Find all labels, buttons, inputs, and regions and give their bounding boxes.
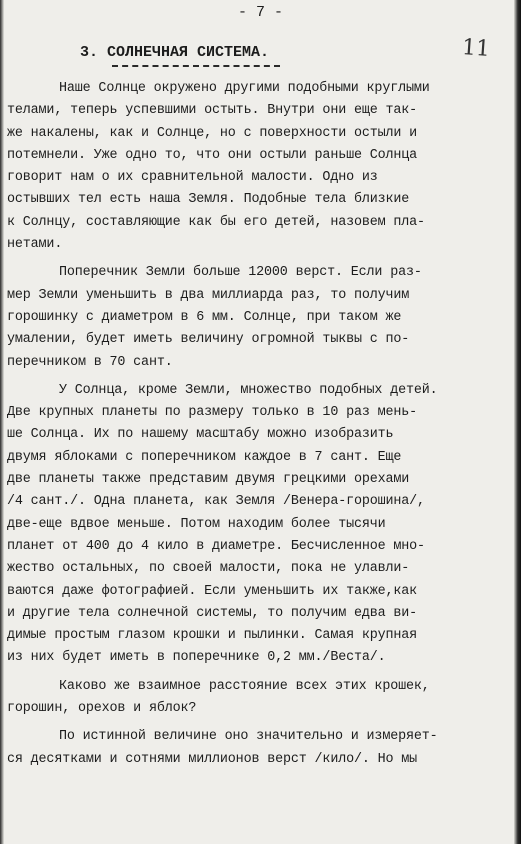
text-line: У Солнца, кроме Земли, множество подобных детей. <box>59 382 438 398</box>
text-line: говорит нам о их сравнительной малости. Одно из <box>7 170 378 186</box>
text-line: мер Земли уменьшить в два миллиарда раз, то получим <box>7 287 410 303</box>
text-line: перечником в 70 сант. <box>7 354 173 370</box>
page-right-edge <box>514 0 521 844</box>
paragraph-5 <box>7 726 513 771</box>
page-number: - 7 - <box>237 4 283 21</box>
text-line: планет от 400 до 4 кило в диаметре. Бесчисленное мно- <box>7 538 425 554</box>
text-line: из них будет иметь в поперечнике 0,2 мм./Веста/. <box>7 650 386 666</box>
text-line: ваются даже фотографией. Если уменьшить их также,как <box>7 583 418 599</box>
text-line: Две крупных планеты по размеру только в 10 раз мень- <box>7 405 418 421</box>
text-line: нетами. <box>7 237 63 253</box>
text-line: потемнели. Уже одно то, что они остыли раньше Солнца <box>7 147 418 163</box>
text-line: Поперечник Земли больше 12000 верст. Если раз- <box>59 265 422 281</box>
handwritten-margin-mark: 11 <box>461 35 491 62</box>
text-line: горошинку с диаметром в 6 мм. Солнце, при таком же <box>7 309 402 325</box>
body-text <box>7 78 513 777</box>
text-line: две планеты также представим двумя грецкими орехами <box>7 472 410 488</box>
text-line: Каково же взаимное расстояние всех этих крошек, <box>59 678 430 694</box>
text-line: горошин, орехов и яблок? <box>7 701 197 717</box>
paragraph-2 <box>7 262 513 373</box>
title-underline <box>112 65 280 67</box>
text-line: По истинной величине оно значительно и измеряет- <box>59 729 438 745</box>
page-left-edge <box>0 0 4 844</box>
section-title: 3. СОЛНЕЧНАЯ СИСТЕМА. <box>80 44 270 61</box>
paragraph-3 <box>7 380 513 670</box>
text-line: /4 сант./. Одна планета, как Земля /Венера-горошина/, <box>7 494 425 510</box>
text-line: ше Солнца. Их по нашему масштабу можно изобразить <box>7 427 394 443</box>
text-line: к Солнцу, составляющие как бы его детей, назовем пла- <box>7 214 425 230</box>
text-line: умалении, будет иметь величину огромной тыквы с по- <box>7 332 410 348</box>
text-line: же накалены, как и Солнце, но с поверхности остыли и <box>7 125 418 141</box>
text-line: телами, теперь успевшими остыть. Внутри они еще так- <box>7 103 418 119</box>
paragraph-1 <box>7 78 513 256</box>
text-line: ся десятками и сотнями миллионов верст /кило/. Но мы <box>7 751 418 767</box>
text-line: две-еще вдвое меньше. Потом находим более тысячи <box>7 516 386 532</box>
paragraph-4 <box>7 676 513 721</box>
text-line: остывших тел есть наша Земля. Подобные тела близкие <box>7 192 410 208</box>
text-line: жество остальных, по своей малости, пока не улавли- <box>7 561 410 577</box>
text-line: димые простым глазом крошки и пылинки. Самая крупная <box>7 628 418 644</box>
text-line: Наше Солнце окружено другими подобными круглыми <box>59 81 430 96</box>
text-line: и другие тела солнечной системы, то получим едва ви- <box>7 605 418 621</box>
text-line: двумя яблоками с поперечником каждое в 7 сант. Еще <box>7 449 402 465</box>
